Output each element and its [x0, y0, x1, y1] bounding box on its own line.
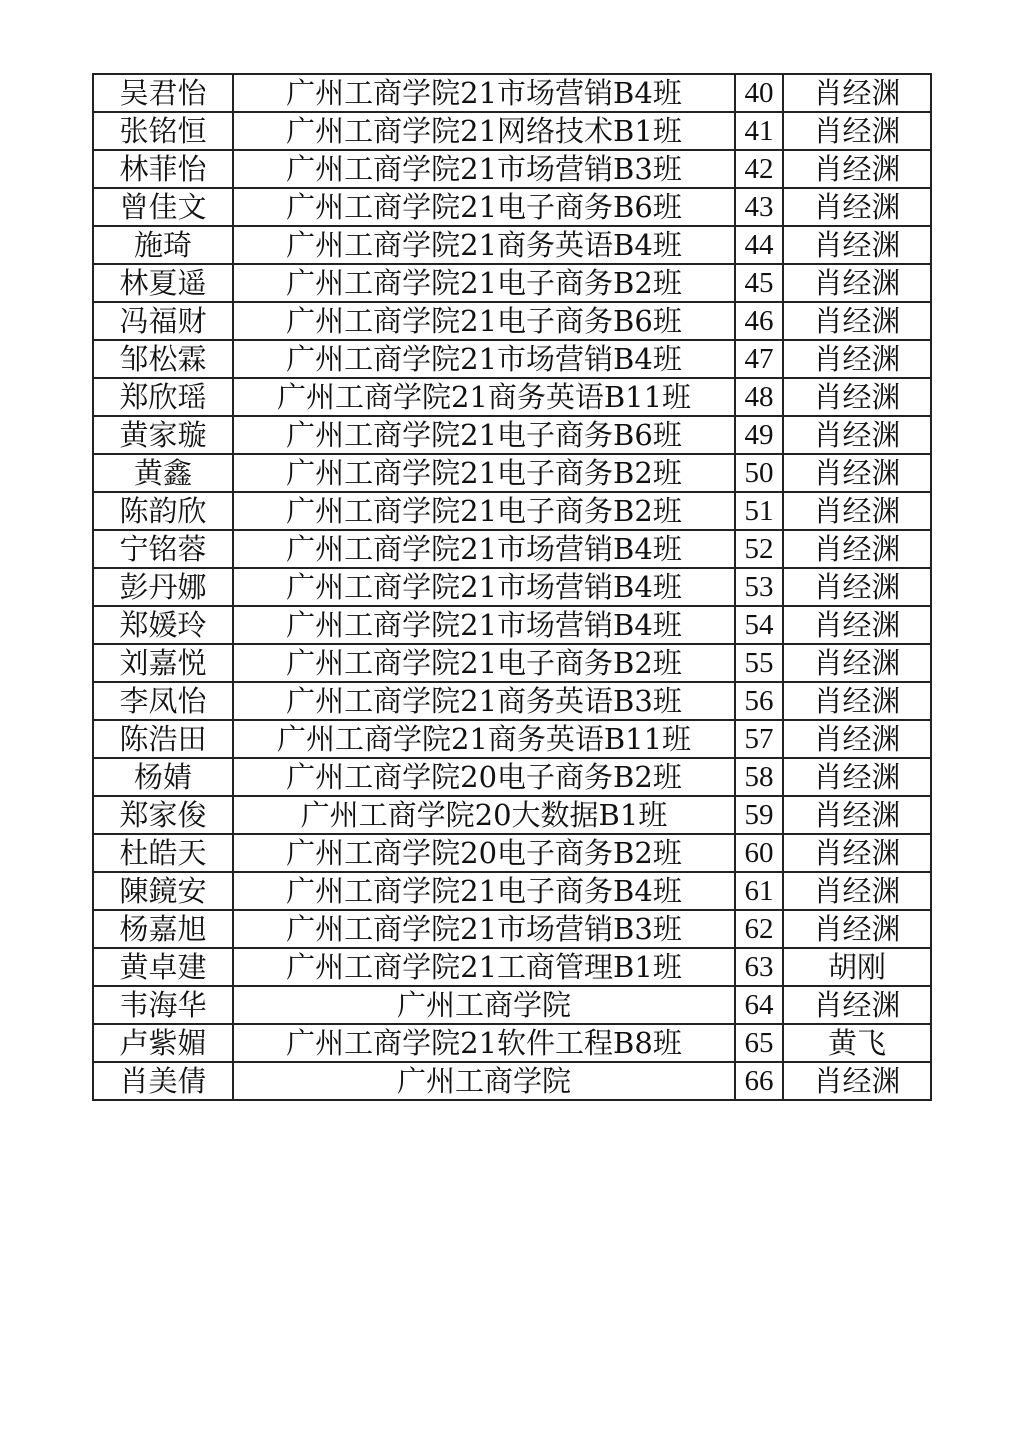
- table-row: [93, 74, 931, 112]
- table-row: [93, 188, 931, 226]
- teacher-cell: 肖经渊: [783, 834, 931, 872]
- class-cell: 广州工商学院21电子商务B6班: [233, 188, 735, 226]
- number-cell: 64: [735, 986, 783, 1024]
- class-cell: 广州工商学院: [233, 986, 735, 1024]
- teacher-cell: 肖经渊: [783, 416, 931, 454]
- student-name-cell: 邹松霖: [93, 340, 233, 378]
- class-cell: 广州工商学院21网络技术B1班: [233, 112, 735, 150]
- teacher-cell: 肖经渊: [783, 264, 931, 302]
- student-name-cell: 黄鑫: [93, 454, 233, 492]
- table-row: [93, 568, 931, 606]
- student-name-cell: 肖美倩: [93, 1062, 233, 1100]
- student-name-cell: 冯福财: [93, 302, 233, 340]
- number-cell: 62: [735, 910, 783, 948]
- number-cell: 47: [735, 340, 783, 378]
- number-cell: 52: [735, 530, 783, 568]
- teacher-cell: 肖经渊: [783, 682, 931, 720]
- teacher-cell: 肖经渊: [783, 226, 931, 264]
- number-cell: 43: [735, 188, 783, 226]
- number-cell: 41: [735, 112, 783, 150]
- table-row: [93, 112, 931, 150]
- student-name-cell: 郑媛玲: [93, 606, 233, 644]
- class-cell: 广州工商学院21市场营销B4班: [233, 74, 735, 112]
- table-row: [93, 492, 931, 530]
- teacher-cell: 肖经渊: [783, 1062, 931, 1100]
- table-row: [93, 378, 931, 416]
- number-cell: 51: [735, 492, 783, 530]
- class-cell: 广州工商学院21软件工程B8班: [233, 1024, 735, 1062]
- table-row: [93, 720, 931, 758]
- number-cell: 45: [735, 264, 783, 302]
- teacher-cell: 肖经渊: [783, 150, 931, 188]
- student-name-cell: 杨嘉旭: [93, 910, 233, 948]
- student-name-cell: 韦海华: [93, 986, 233, 1024]
- teacher-cell: 肖经渊: [783, 378, 931, 416]
- number-cell: 56: [735, 682, 783, 720]
- number-cell: 48: [735, 378, 783, 416]
- class-cell: 广州工商学院21工商管理B1班: [233, 948, 735, 986]
- table-row: [93, 454, 931, 492]
- teacher-cell: 肖经渊: [783, 454, 931, 492]
- number-cell: 60: [735, 834, 783, 872]
- table-row: [93, 226, 931, 264]
- table-row: [93, 986, 931, 1024]
- teacher-cell: 肖经渊: [783, 720, 931, 758]
- class-cell: 广州工商学院21电子商务B4班: [233, 872, 735, 910]
- table-row: [93, 340, 931, 378]
- student-name-cell: 施琦: [93, 226, 233, 264]
- number-cell: 54: [735, 606, 783, 644]
- table-row: [93, 264, 931, 302]
- number-cell: 55: [735, 644, 783, 682]
- class-cell: 广州工商学院21商务英语B4班: [233, 226, 735, 264]
- teacher-cell: 黄飞: [783, 1024, 931, 1062]
- student-name-cell: 李凤怡: [93, 682, 233, 720]
- teacher-cell: 肖经渊: [783, 568, 931, 606]
- table-row: [93, 758, 931, 796]
- class-cell: 广州工商学院21电子商务B6班: [233, 416, 735, 454]
- class-cell: 广州工商学院21商务英语B11班: [233, 720, 735, 758]
- class-cell: 广州工商学院21商务英语B3班: [233, 682, 735, 720]
- table-row: [93, 796, 931, 834]
- number-cell: 44: [735, 226, 783, 264]
- class-cell: 广州工商学院20大数据B1班: [233, 796, 735, 834]
- student-name-cell: 杜皓天: [93, 834, 233, 872]
- student-name-cell: 郑家俊: [93, 796, 233, 834]
- number-cell: 40: [735, 74, 783, 112]
- teacher-cell: 肖经渊: [783, 758, 931, 796]
- class-cell: 广州工商学院21电子商务B2班: [233, 454, 735, 492]
- class-cell: 广州工商学院21市场营销B3班: [233, 910, 735, 948]
- student-name-cell: 陳鏡安: [93, 872, 233, 910]
- class-cell: 广州工商学院: [233, 1062, 735, 1100]
- student-name-cell: 卢紫媚: [93, 1024, 233, 1062]
- student-name-cell: 宁铭蓉: [93, 530, 233, 568]
- student-name-cell: 黄卓建: [93, 948, 233, 986]
- student-name-cell: 彭丹娜: [93, 568, 233, 606]
- teacher-cell: 肖经渊: [783, 302, 931, 340]
- teacher-cell: 肖经渊: [783, 986, 931, 1024]
- teacher-cell: 肖经渊: [783, 910, 931, 948]
- number-cell: 42: [735, 150, 783, 188]
- student-name-cell: 吴君怡: [93, 74, 233, 112]
- number-cell: 49: [735, 416, 783, 454]
- number-cell: 46: [735, 302, 783, 340]
- table-row: [93, 834, 931, 872]
- teacher-cell: 肖经渊: [783, 644, 931, 682]
- teacher-cell: 肖经渊: [783, 112, 931, 150]
- class-cell: 广州工商学院21市场营销B4班: [233, 568, 735, 606]
- number-cell: 65: [735, 1024, 783, 1062]
- class-cell: 广州工商学院21市场营销B3班: [233, 150, 735, 188]
- number-cell: 53: [735, 568, 783, 606]
- table-row: [93, 416, 931, 454]
- number-cell: 50: [735, 454, 783, 492]
- roster-table: [92, 73, 932, 1101]
- table-row: [93, 1062, 931, 1100]
- number-cell: 66: [735, 1062, 783, 1100]
- teacher-cell: 肖经渊: [783, 606, 931, 644]
- number-cell: 61: [735, 872, 783, 910]
- class-cell: 广州工商学院21电子商务B2班: [233, 644, 735, 682]
- number-cell: 63: [735, 948, 783, 986]
- teacher-cell: 肖经渊: [783, 74, 931, 112]
- student-name-cell: 陈韵欣: [93, 492, 233, 530]
- class-cell: 广州工商学院20电子商务B2班: [233, 758, 735, 796]
- number-cell: 58: [735, 758, 783, 796]
- table-row: [93, 910, 931, 948]
- class-cell: 广州工商学院21市场营销B4班: [233, 530, 735, 568]
- table-row: [93, 872, 931, 910]
- student-name-cell: 曾佳文: [93, 188, 233, 226]
- table-row: [93, 644, 931, 682]
- teacher-cell: 肖经渊: [783, 340, 931, 378]
- table-row: [93, 682, 931, 720]
- class-cell: 广州工商学院21市场营销B4班: [233, 606, 735, 644]
- table-row: [93, 530, 931, 568]
- class-cell: 广州工商学院21市场营销B4班: [233, 340, 735, 378]
- student-name-cell: 刘嘉悦: [93, 644, 233, 682]
- teacher-cell: 肖经渊: [783, 188, 931, 226]
- table-row: [93, 302, 931, 340]
- class-cell: 广州工商学院21商务英语B11班: [233, 378, 735, 416]
- table-row: [93, 948, 931, 986]
- roster-body: [93, 74, 931, 1100]
- teacher-cell: 肖经渊: [783, 872, 931, 910]
- student-name-cell: 郑欣瑶: [93, 378, 233, 416]
- student-name-cell: 黄家璇: [93, 416, 233, 454]
- class-cell: 广州工商学院21电子商务B2班: [233, 492, 735, 530]
- student-name-cell: 张铭恒: [93, 112, 233, 150]
- table-row: [93, 150, 931, 188]
- table-row: [93, 1024, 931, 1062]
- student-name-cell: 林菲怡: [93, 150, 233, 188]
- student-name-cell: 陈浩田: [93, 720, 233, 758]
- teacher-cell: 肖经渊: [783, 796, 931, 834]
- class-cell: 广州工商学院21电子商务B6班: [233, 302, 735, 340]
- teacher-cell: 肖经渊: [783, 492, 931, 530]
- class-cell: 广州工商学院20电子商务B2班: [233, 834, 735, 872]
- number-cell: 57: [735, 720, 783, 758]
- teacher-cell: 胡刚: [783, 948, 931, 986]
- table-row: [93, 606, 931, 644]
- number-cell: 59: [735, 796, 783, 834]
- teacher-cell: 肖经渊: [783, 530, 931, 568]
- class-cell: 广州工商学院21电子商务B2班: [233, 264, 735, 302]
- student-name-cell: 杨婧: [93, 758, 233, 796]
- student-name-cell: 林夏遥: [93, 264, 233, 302]
